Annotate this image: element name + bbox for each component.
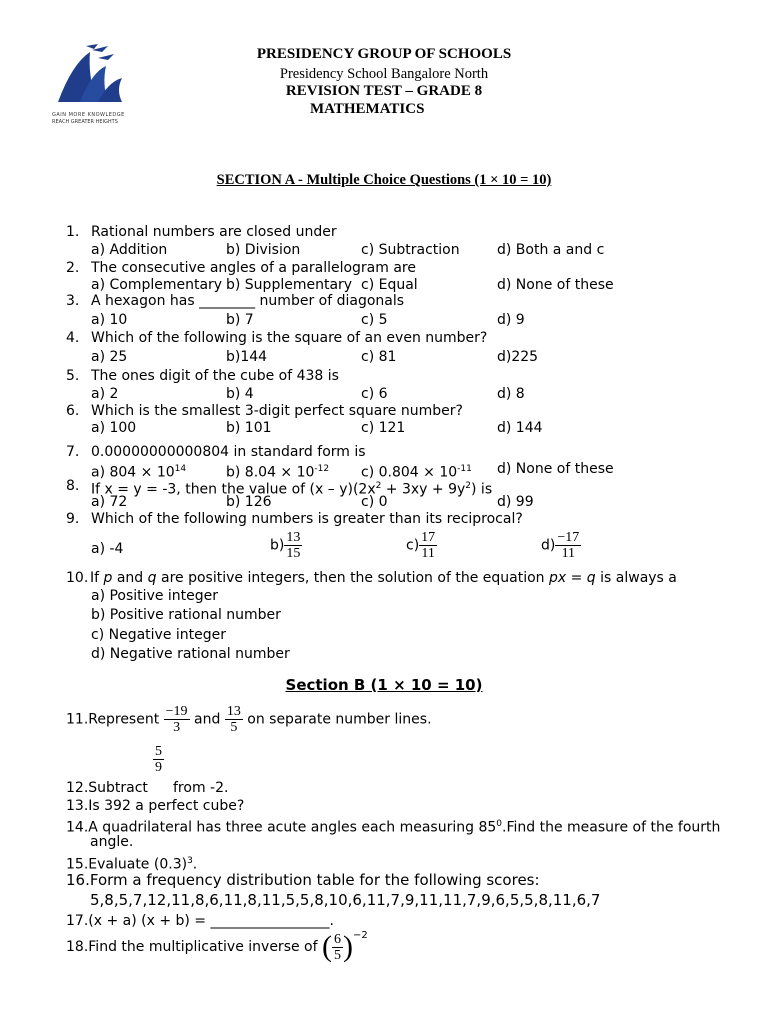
q4-option-c: c) 81: [361, 349, 397, 365]
q5-option-b: b) 4: [226, 386, 254, 402]
q10-option-d: d) Negative rational number: [91, 646, 290, 662]
q9-number: 9.: [66, 511, 80, 527]
q3-option-a: a) 10: [91, 312, 128, 328]
q11-fraction-2: $\frac{13}{5}$: [226, 704, 241, 735]
logo-tagline-2: REACH GREATER HEIGHTS: [52, 119, 118, 125]
q4-text: Which of the following is the square of an even number?: [91, 330, 488, 346]
q6-option-a: a) 100: [91, 420, 137, 436]
q1-number: 1.: [66, 224, 80, 240]
q2-option-c: c) Equal: [361, 277, 418, 293]
q12-text-post: from -2.: [173, 780, 229, 796]
school-logo: [52, 44, 128, 124]
test-title: REVISION TEST – GRADE 8: [285, 83, 483, 99]
q5-option-a: a) 2: [91, 386, 119, 402]
q8-option-a: a) 72: [91, 494, 128, 510]
q14-text: 14.A quadrilateral has three acute angles each measuring $85^0.Find$ the measure of the fourth: [66, 819, 721, 836]
q2-option-b: b) Supplementary: [226, 277, 353, 293]
q8-number: 8.: [66, 478, 80, 494]
subject-title: MATHEMATICS: [310, 101, 425, 117]
q7-option-a: a) $804 \times 10^{14}$: [91, 464, 187, 481]
q17-text: 17.(x + a) (x + b) = _________________.: [66, 913, 334, 929]
q5-option-c: c) 6: [361, 386, 388, 402]
q9-option-a: a) -4: [91, 541, 124, 557]
q5-option-d: d) 8: [497, 386, 525, 402]
q7-text: 0.00000000000804 in standard form is: [91, 444, 366, 460]
logo-tagline-1: GAIN MORE KNOWLEDGE: [52, 112, 125, 118]
q1-option-a: a) Addition: [91, 242, 168, 258]
q10-text: If p and q are positive integers, then the solution of the equation px = q is always a: [90, 570, 677, 586]
q4-option-d: d)225: [497, 349, 539, 365]
q12-fraction: $\frac{5}{9}$: [155, 744, 162, 775]
q18-exponent: −2: [353, 930, 368, 941]
q9-option-d: d) $\frac{-17}{11}$: [541, 530, 580, 561]
q7-option-c: c) $0.804 \times 10^{-11}$: [361, 464, 472, 481]
q6-option-c: c) 121: [361, 420, 406, 436]
q9-text: Which of the following numbers is greater than its reciprocal?: [91, 511, 523, 527]
q2-option-d: d) None of these: [497, 277, 614, 293]
q14-text-line2: angle.: [90, 834, 134, 850]
q7-option-d: d) None of these: [497, 461, 614, 477]
q16-scores: 5,8,5,7,12,11,8,6,11,8,11,5,5,8,10,6,11,7,9,11,11,7,9,6,5,5,8,11,6,7: [90, 891, 601, 909]
q2-number: 2.: [66, 260, 80, 276]
q6-text: Which is the smallest 3-digit perfect square number?: [91, 403, 463, 419]
q18-fraction: $\frac{6}{5}$: [334, 931, 341, 963]
q18: 18.Find the multiplicative inverse of ( $\frac{6}{5}$ )$^{-2}$: [66, 930, 368, 963]
q9-option-c: c) $\frac{17}{11}$: [406, 530, 436, 561]
q4-option-b: b)144: [226, 349, 268, 365]
q8-text: If x = y = -3, then the value of $(x - y)(2x^2 + 3xy + 9y^2)$ is: [91, 481, 493, 498]
q13-text: 13.Is 392 a perfect cube?: [66, 798, 245, 814]
q3-option-b: b) 7: [226, 312, 254, 328]
q11: 11.Represent $\frac{-19}{3}$ and $\frac{13}{5}$ on separate number lines.: [66, 704, 432, 735]
q4-number: 4.: [66, 330, 80, 346]
q3-option-d: d) 9: [497, 312, 525, 328]
q5-text: The ones digit of the cube of 438 is: [91, 368, 339, 384]
q2-text: The consecutive angles of a parallelogram are: [91, 260, 416, 276]
school-name: PRESIDENCY GROUP OF SCHOOLS: [256, 46, 512, 62]
q18-text: 18.Find the multiplicative inverse of: [66, 939, 322, 955]
q1-option-b: b) Division: [226, 242, 301, 258]
q6-option-d: d) 144: [497, 420, 543, 436]
q10-number: 10.: [66, 570, 89, 586]
section-a-title: SECTION A - Multiple Choice Questions (1 × 10 = 10): [216, 172, 552, 188]
q10-option-a: a) Positive integer: [91, 588, 219, 604]
q9-option-b: b) $\frac{13}{15}$: [270, 530, 301, 561]
q6-option-b: b) 101: [226, 420, 272, 436]
q11-fraction-1: $\frac{-19}{3}$: [165, 704, 188, 735]
school-logo-emblem: [52, 44, 128, 106]
q8-option-d: d) 99: [497, 494, 534, 510]
q10-option-c: c) Negative integer: [91, 627, 227, 643]
q6-number: 6.: [66, 403, 80, 419]
q5-number: 5.: [66, 368, 80, 384]
q3-number: 3.: [66, 293, 80, 309]
q7-option-b: b) $8.04 \times 10^{-12}$: [226, 464, 330, 481]
q10-option-b: b) Positive rational number: [91, 607, 281, 623]
q1-text: Rational numbers are closed under: [91, 224, 337, 240]
q8-option-c: c) 0: [361, 494, 388, 510]
school-branch: Presidency School Bangalore North: [279, 66, 489, 82]
q2-option-a: a) Complementary: [91, 277, 223, 293]
q7-number: 7.: [66, 444, 80, 460]
q4-option-a: a) 25: [91, 349, 128, 365]
section-b-title: Section B (1 × 10 = 10): [285, 676, 483, 694]
q15-text: 15.Evaluate $(0.3)^3$.: [66, 856, 198, 873]
q3-text: A hexagon has ________ number of diagonals: [91, 293, 405, 309]
q1-option-d: d) Both a and c: [497, 242, 605, 258]
q11-number: 11.: [66, 711, 89, 728]
q16-text: 16.Form a frequency distribution table for the following scores:: [66, 871, 540, 889]
q12-text: 12.Subtract: [66, 780, 148, 796]
q8-option-b: b) 126: [226, 494, 272, 510]
q3-option-c: c) 5: [361, 312, 388, 328]
q1-option-c: c) Subtraction: [361, 242, 460, 258]
